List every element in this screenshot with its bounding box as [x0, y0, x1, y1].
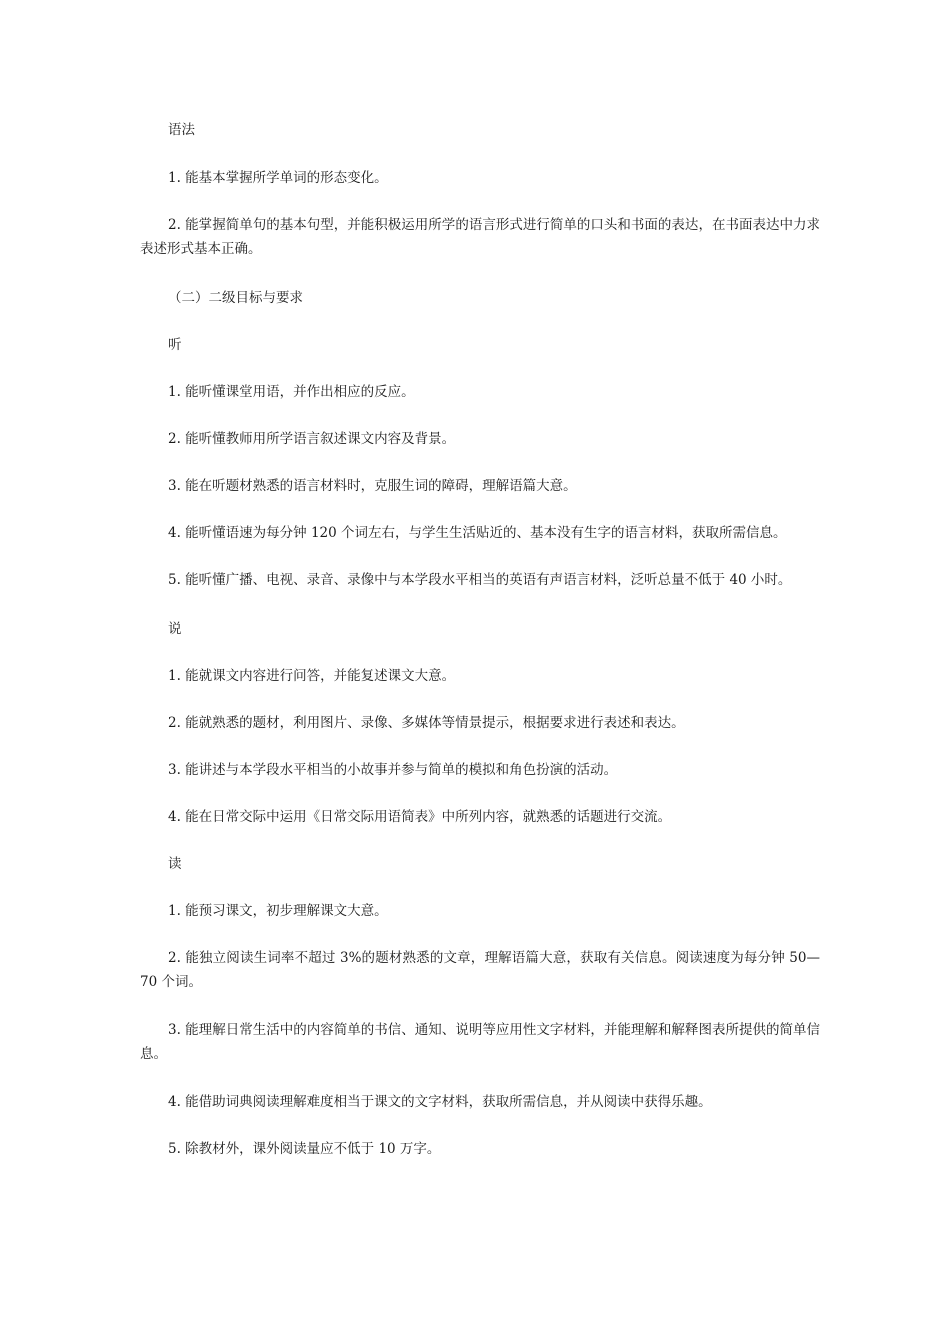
section-heading-reading: 读	[168, 856, 182, 872]
listening-item-2: 2. 能听懂教师用所学语言叙述课文内容及背景。	[168, 431, 456, 447]
speaking-item-3: 3. 能讲述与本学段水平相当的小故事并参与简单的模拟和角色扮演的活动。	[168, 762, 618, 778]
reading-item-5: 5. 除教材外，课外阅读量应不低于 10 万字。	[168, 1141, 441, 1157]
reading-item-1: 1. 能预习课文，初步理解课文大意。	[168, 903, 388, 919]
listening-item-1: 1. 能听懂课堂用语，并作出相应的反应。	[168, 384, 415, 400]
section-heading-listening: 听	[168, 337, 182, 353]
listening-item-4: 4. 能听懂语速为每分钟 120 个词左右，与学生生活贴近的、基本没有生字的语言材料，获取所需信息。	[168, 525, 787, 541]
grammar-item-1: 1. 能基本掌握所学单词的形态变化。	[168, 170, 388, 186]
reading-item-4: 4. 能借助词典阅读理解难度相当于课文的文字材料，获取所需信息，并从阅读中获得乐趣。	[168, 1094, 712, 1110]
reading-item-2: 2. 能独立阅读生词率不超过 3%的题材熟悉的文章，理解语篇大意，获取有关信息。阅读速度为每分钟 50—70 个词。	[140, 950, 820, 990]
level2-title: （二）二级目标与要求	[168, 290, 303, 306]
section-heading-grammar: 语法	[168, 122, 195, 138]
grammar-item-2: 2. 能掌握简单句的基本句型，并能积极运用所学的语言形式进行简单的口头和书面的表达，在书面表达中力求表述形式基本正确。	[140, 217, 820, 257]
section-heading-speaking: 说	[168, 621, 182, 637]
speaking-item-4: 4. 能在日常交际中运用《日常交际用语简表》中所列内容，就熟悉的话题进行交流。	[168, 809, 672, 825]
reading-item-3: 3. 能理解日常生活中的内容简单的书信、通知、说明等应用性文字材料，并能理解和解释图表所提供的简单信息。	[140, 1022, 820, 1062]
speaking-item-1: 1. 能就课文内容进行问答，并能复述课文大意。	[168, 668, 456, 684]
listening-item-5: 5. 能听懂广播、电视、录音、录像中与本学段水平相当的英语有声语言材料，泛听总量不低于 40 小时。	[168, 572, 792, 588]
listening-item-3: 3. 能在听题材熟悉的语言材料时，克服生词的障碍，理解语篇大意。	[168, 478, 577, 494]
speaking-item-2: 2. 能就熟悉的题材，利用图片、录像、多媒体等情景提示，根据要求进行表述和表达。	[168, 715, 685, 731]
